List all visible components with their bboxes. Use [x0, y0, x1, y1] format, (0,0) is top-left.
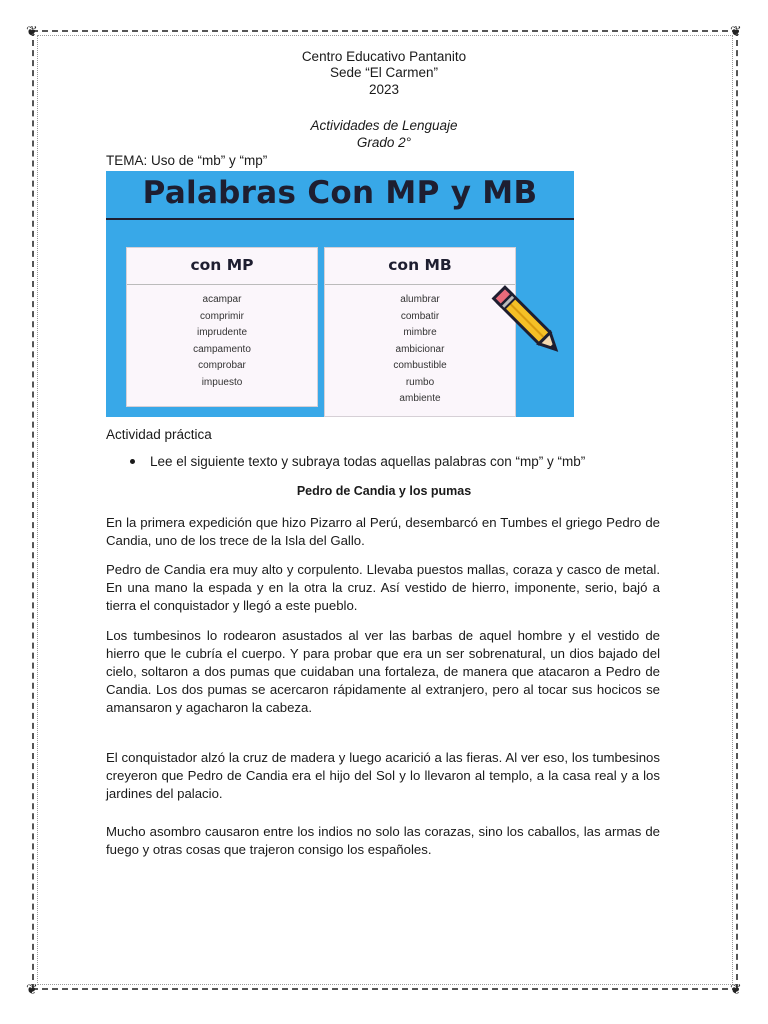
- word-banner-image: [106, 171, 574, 417]
- pencil-icon: [484, 279, 574, 369]
- mp-word: comprobar: [198, 360, 246, 371]
- banner-title: Palabras Con MP y MB: [142, 175, 538, 211]
- story-paragraph: Pedro de Candia era muy alto y corpulento. Llevaba puestos mallas, coraza y casco de metal. En una mano la espada y en la otra la cruz. Así vestido de hierro, imponente, serio, bajó a tierra el conquistador y llegó a este pueblo.: [106, 562, 660, 613]
- corner-ornament-icon: ❦: [26, 23, 38, 39]
- story-paragraph: Mucho asombro causaron entre los indios no solo las corazas, sino los caballos, las armas de fuego y otras cosas que trajeron consigo los españoles.: [106, 824, 660, 857]
- mb-word: rumbo: [405, 376, 435, 388]
- school-name: Centro Educativo Pantanito: [301, 49, 467, 64]
- mp-word: comprimir: [200, 310, 244, 322]
- mp-word: imprudente: [196, 327, 248, 338]
- story-paragraph: El conquistador alzó la cruz de madera y luego acarició a las fieras. Al ver eso, los tumbesinos creyeron que Pedro de Candia era el hijo del Sol y lo llevaron al templo, a la casa real y a los jardines del palacio.: [106, 750, 660, 801]
- corner-ornament-icon: ❦: [730, 981, 742, 997]
- activity-instruction: [130, 454, 585, 469]
- mb-card-heading: con MB: [388, 256, 452, 274]
- mp-word: acampar: [202, 294, 242, 305]
- mb-word: alumbrar: [400, 294, 440, 305]
- subject-title: Actividades de Lenguaje: [310, 118, 458, 133]
- banner-divider: [106, 218, 574, 220]
- story-title: Pedro de Candia y los pumas: [296, 484, 472, 498]
- mp-word-card: [126, 247, 318, 407]
- instruction-text: Lee el siguiente texto y subraya todas aquellas palabras con “mp” y “mb”: [150, 454, 586, 469]
- story-paragraph: Los tumbesinos lo rodearon asustados al ver las barbas de aquel hombre y el vestido de hierro que le cubría el cuerpo. Y para probar que era un ser sobrenatural, un dios bajado del cielo, soltaron a dos pumas que cuidaban una fortaleza, de manera que atacaron a Pedro de Candia. Los dos pumas se acercaron rápidamente al extranjero, pero al tocar sus hocicos se amansaron y agacharon la cabeza.: [106, 628, 660, 715]
- mb-word: ambiente: [399, 393, 441, 404]
- story-paragraph: En la primera expedición que hizo Pizarro al Perú, desembarcó en Tumbes el griego Pedro de Candia, uno de los trece de la Isla del Gallo.: [106, 515, 660, 548]
- school-branch: Sede “El Carmen”: [329, 65, 439, 80]
- corner-ornament-icon: ❦: [26, 981, 38, 997]
- corner-ornament-icon: ❦: [730, 23, 742, 39]
- grade-label: Grado 2°: [356, 135, 412, 150]
- mb-word: combatir: [400, 310, 440, 322]
- mb-word: combustible: [393, 360, 447, 371]
- mb-word: mimbre: [403, 327, 437, 338]
- mp-card-heading: con MP: [190, 256, 254, 274]
- bullet-icon: [130, 459, 135, 464]
- activity-label: Actividad práctica: [106, 427, 212, 442]
- school-year: 2023: [368, 82, 400, 97]
- mp-word: campamento: [193, 343, 251, 355]
- mp-word: impuesto: [201, 376, 243, 388]
- mb-word: ambicionar: [395, 343, 445, 355]
- card-divider: [127, 284, 317, 285]
- topic-label: TEMA: Uso de “mb” y “mp”: [106, 153, 268, 168]
- mp-word-list: [127, 292, 317, 391]
